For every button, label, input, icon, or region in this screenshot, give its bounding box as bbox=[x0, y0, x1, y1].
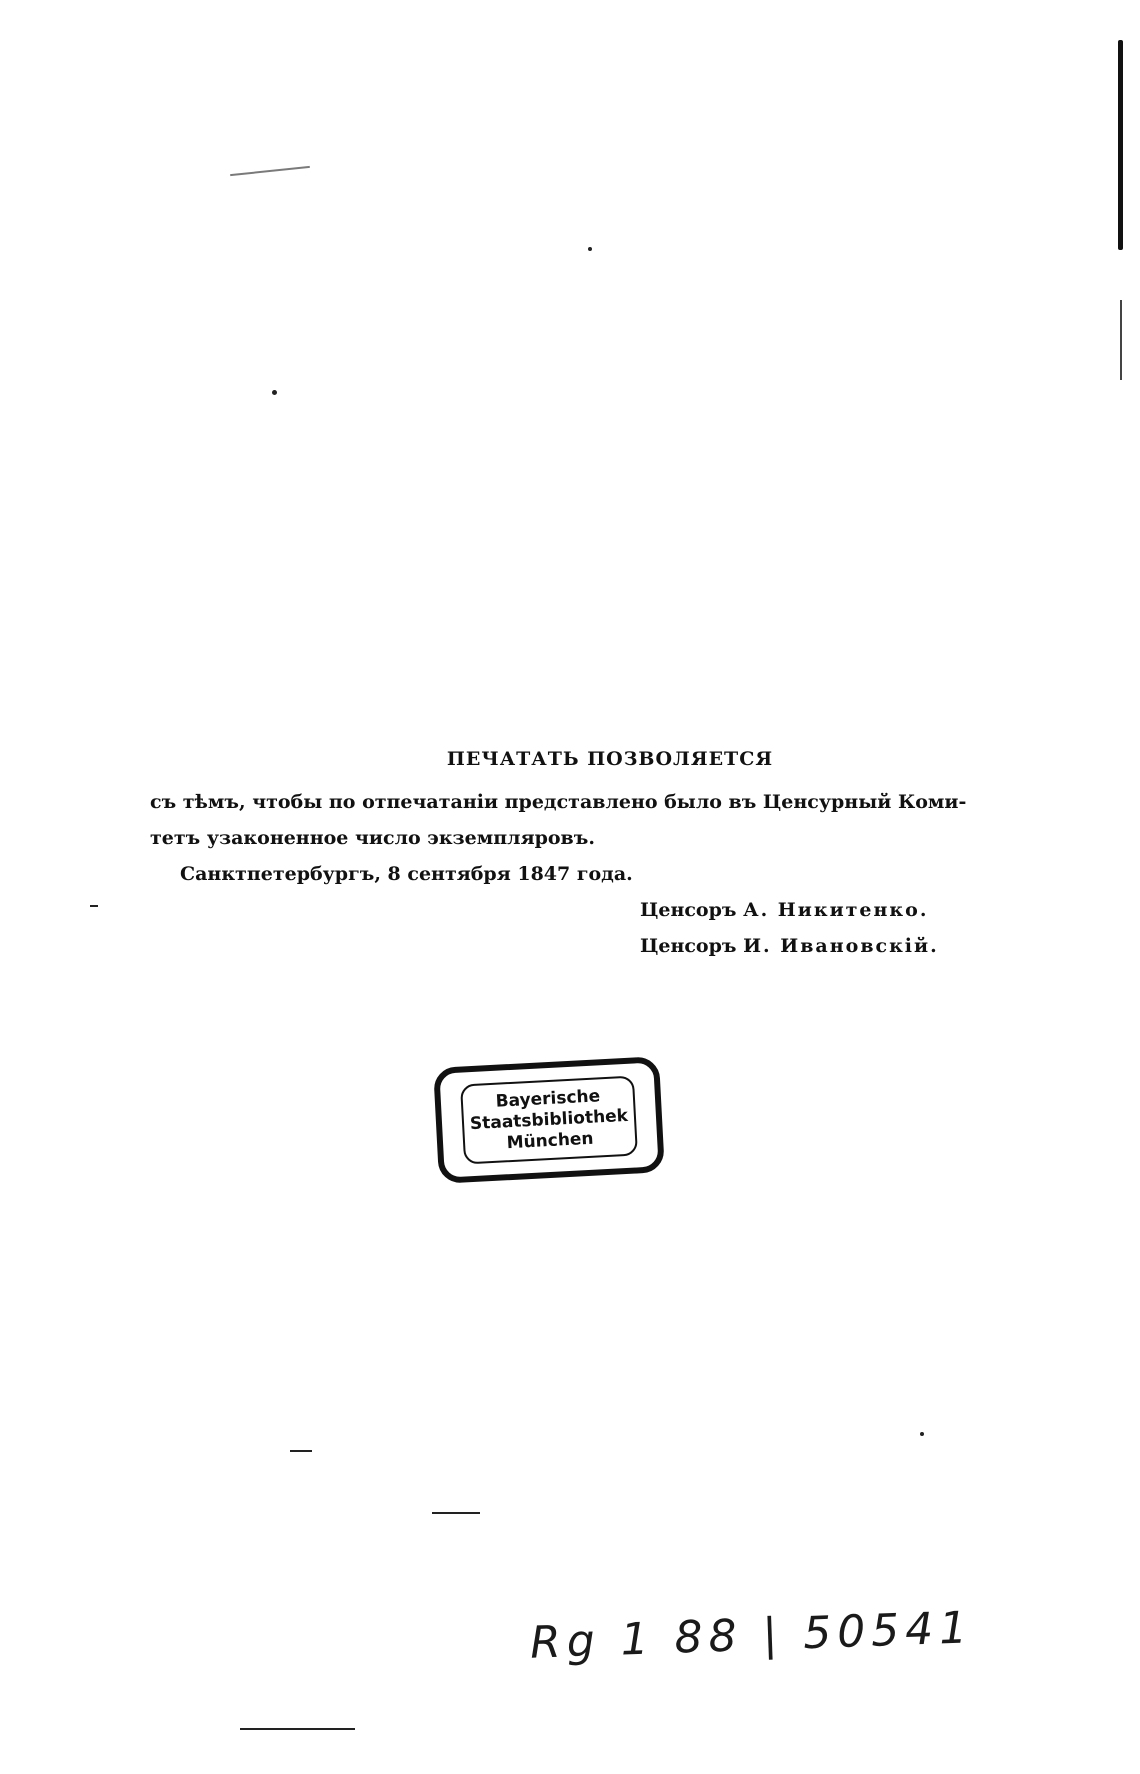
censor-title: Ценсоръ bbox=[640, 935, 737, 957]
censorship-approval bbox=[150, 748, 1030, 964]
censor-name: И. Ивановскій. bbox=[743, 935, 939, 957]
scan-speck bbox=[90, 905, 98, 907]
censor-name: А. Никитенко. bbox=[743, 899, 929, 921]
place-date: Санктпетербургъ, 8 сентября 1847 года. bbox=[180, 863, 633, 885]
scan-speck bbox=[290, 1450, 312, 1452]
stamp-line: Bayerische bbox=[495, 1085, 601, 1112]
stamp-line: München bbox=[506, 1128, 595, 1153]
scan-speck bbox=[230, 166, 310, 176]
scan-speck bbox=[240, 1728, 355, 1730]
scan-speck bbox=[920, 1432, 924, 1436]
approval-text-line-1: съ тѣмъ, чтобы по отпечатаніи представлено было въ Ценсурный Коми- bbox=[150, 791, 967, 813]
censor-signature-1 bbox=[150, 892, 1030, 928]
library-stamp-inner bbox=[460, 1076, 638, 1165]
approval-text-line-2: тетъ узаконенное число экземпляровъ. bbox=[150, 827, 595, 849]
censor-title: Ценсоръ bbox=[640, 899, 737, 921]
handwritten-shelfmark: Rg 1 88 | 50541 bbox=[529, 1602, 974, 1669]
scan-speck bbox=[272, 390, 277, 395]
scan-speck bbox=[588, 247, 592, 251]
approval-heading: ПЕЧАТАТЬ ПОЗВОЛЯЕТСЯ bbox=[446, 748, 774, 770]
library-stamp bbox=[433, 1056, 665, 1184]
page-edge-shadow bbox=[1118, 40, 1123, 250]
censor-signature-2 bbox=[150, 928, 1030, 964]
page-edge-shadow-lower bbox=[1120, 300, 1122, 380]
scan-speck bbox=[432, 1512, 480, 1514]
stamp-line: Staatsbibliothek bbox=[469, 1105, 629, 1134]
